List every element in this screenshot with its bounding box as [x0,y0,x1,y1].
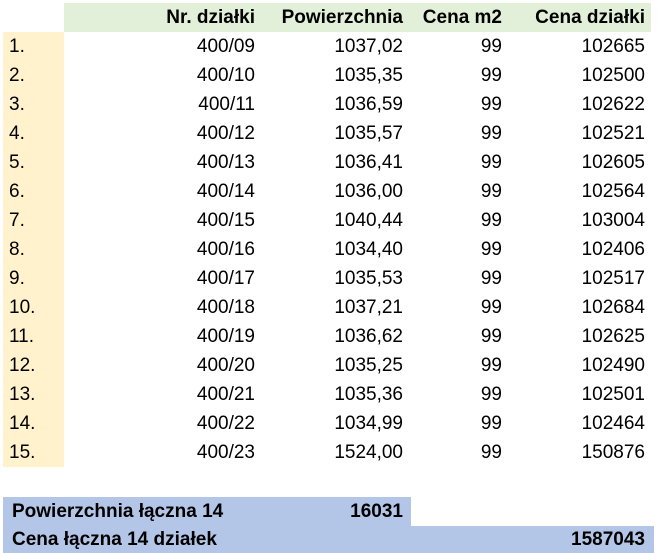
row-index: 6. [9,181,25,202]
price-per-m2: 99 [480,297,502,318]
table-row [0,438,660,467]
row-index: 5. [9,152,25,173]
plot-area: 1036,41 [334,152,403,173]
plot-price: 102622 [581,94,645,115]
price-per-m2: 99 [480,123,502,144]
header-cena-dzialki: Cena działki [535,7,645,28]
summary-area-row [3,497,411,526]
table-row [0,177,660,206]
plot-area: 1035,25 [334,355,403,376]
table-row [0,322,660,351]
table-row [0,380,660,409]
plot-price: 102517 [581,268,645,289]
plot-area: 1036,59 [334,94,403,115]
price-per-m2: 99 [480,239,502,260]
row-index: 14. [9,413,36,434]
plot-number: 400/18 [196,297,255,318]
plot-area: 1036,00 [334,181,403,202]
price-per-m2: 99 [480,181,502,202]
table-row [0,119,660,148]
row-index: 9. [9,268,25,289]
row-index: 12. [9,355,36,376]
plot-price: 102406 [581,239,645,260]
plot-area: 1035,35 [334,65,403,86]
price-per-m2: 99 [480,268,502,289]
summary-area-label: Powierzchnia łączna 14 [12,501,224,522]
table-row [0,32,660,61]
row-index: 2. [9,65,25,86]
table-row [0,293,660,322]
plot-price: 150876 [581,442,645,463]
price-per-m2: 99 [480,210,502,231]
plot-area: 1034,99 [334,413,403,434]
plot-price: 102665 [581,36,645,57]
header-nr-dzialki: Nr. działki [166,7,255,28]
price-per-m2: 99 [480,36,502,57]
plot-price: 102490 [581,355,645,376]
price-per-m2: 99 [480,65,502,86]
plot-number: 400/23 [196,442,255,463]
row-index: 13. [9,384,36,405]
plot-area: 1040,44 [334,210,403,231]
summary-total-value: 1587043 [571,529,645,550]
plot-area: 1035,57 [334,123,403,144]
plot-number: 400/20 [196,355,255,376]
plot-price: 102605 [581,152,645,173]
plot-number: 400/21 [196,384,255,405]
price-per-m2: 99 [480,413,502,434]
price-per-m2: 99 [480,152,502,173]
table-row [0,148,660,177]
plot-number: 400/17 [196,268,255,289]
row-index: 3. [9,94,25,115]
summary-total-row [3,526,654,553]
table-row [0,61,660,90]
row-index: 11. [9,326,35,347]
table-row [0,409,660,438]
plot-number: 400/14 [196,181,255,202]
row-index: 10. [9,297,36,318]
table-row [0,351,660,380]
plot-area: 1034,40 [334,239,403,260]
row-index: 4. [9,123,25,144]
table-row [0,90,660,119]
plot-price: 102625 [581,326,645,347]
row-index: 15. [9,442,36,463]
plot-number: 400/09 [196,36,255,57]
plot-number: 400/16 [196,239,255,260]
price-per-m2: 99 [480,326,502,347]
row-index: 7. [9,210,25,231]
row-index: 8. [9,239,25,260]
plot-number: 400/10 [196,65,255,86]
plot-area: 1035,53 [334,268,403,289]
plot-area: 1035,36 [334,384,403,405]
plot-price: 103004 [581,210,645,231]
plot-number: 400/15 [196,210,255,231]
plot-number: 400/22 [196,413,255,434]
price-per-m2: 99 [480,94,502,115]
plot-area: 1037,21 [334,297,403,318]
plot-price: 102564 [581,181,645,202]
header-cena-m2: Cena m2 [422,7,502,28]
plot-area: 1524,00 [334,442,403,463]
plot-area: 1036,62 [334,326,403,347]
price-per-m2: 99 [480,384,502,405]
plot-number: 400/19 [196,326,255,347]
plot-price: 102464 [581,413,645,434]
plot-area: 1037,02 [334,36,403,57]
plot-number: 400/11 [198,94,255,115]
plot-number: 400/13 [196,152,255,173]
table-row [0,206,660,235]
plot-price: 102500 [581,65,645,86]
price-per-m2: 99 [480,355,502,376]
summary-total-label: Cena łączna 14 działek [12,529,217,550]
summary-area-value: 16031 [350,501,403,522]
row-index: 1. [9,36,25,57]
price-per-m2: 99 [480,442,502,463]
plot-number: 400/12 [196,123,255,144]
header-powierzchnia: Powierzchnia [281,7,403,28]
table-row [0,235,660,264]
plot-price: 102501 [581,384,645,405]
plot-price: 102684 [581,297,645,318]
plot-price: 102521 [581,123,645,144]
table-row [0,264,660,293]
